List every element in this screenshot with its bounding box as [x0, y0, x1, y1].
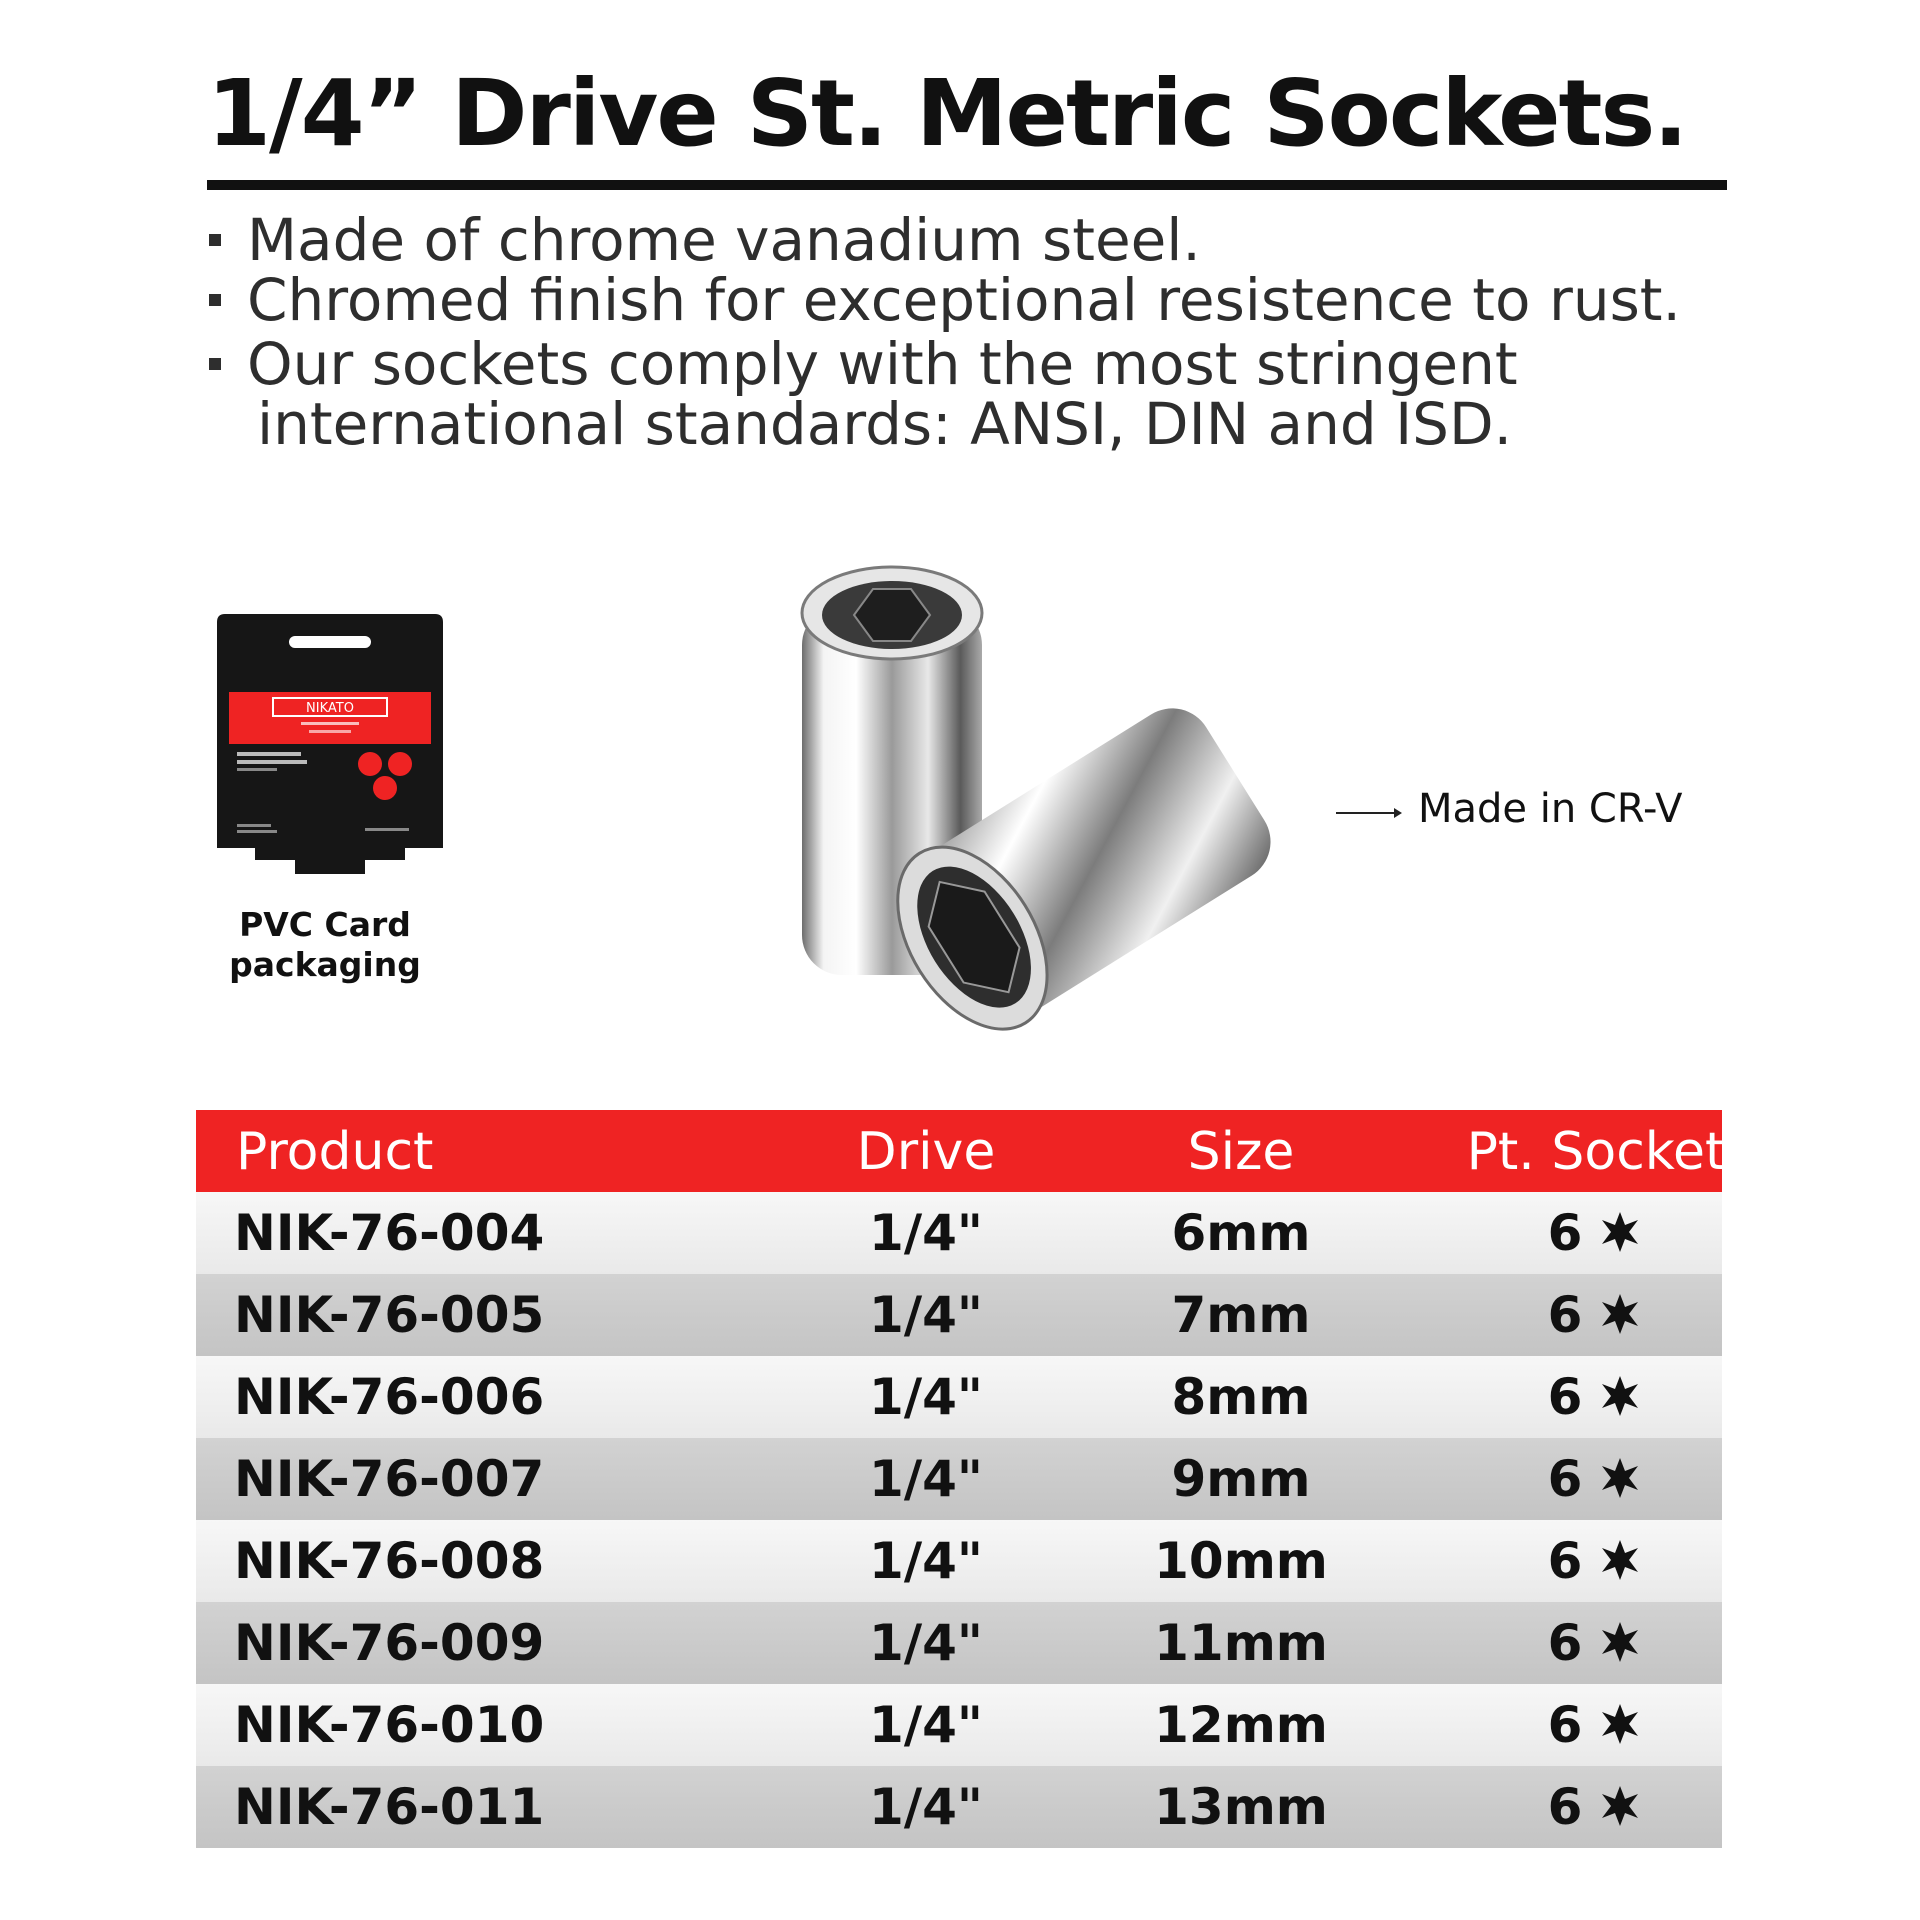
drive-cell: 1/4"	[869, 1286, 983, 1344]
header-size: Size	[1187, 1122, 1295, 1182]
pt-socket-value: 6	[1547, 1450, 1583, 1508]
pt-socket-value: 6	[1547, 1532, 1583, 1590]
pt-socket-value: 6	[1547, 1778, 1583, 1836]
table-body	[196, 1192, 1722, 1848]
product-cell: NIK-76-006	[234, 1368, 545, 1426]
size-cell: 12mm	[1154, 1696, 1328, 1754]
callout-line	[1336, 812, 1398, 814]
socket-product-image	[780, 565, 1340, 1055]
drive-cell: 1/4"	[869, 1614, 983, 1672]
six-point-star-icon	[1596, 1454, 1644, 1502]
callout-text: Made in CR-V	[1418, 786, 1683, 832]
bullet-icon	[209, 234, 221, 246]
six-point-star-icon	[1596, 1700, 1644, 1748]
pt-socket-value: 6	[1547, 1368, 1583, 1426]
arrow-right-icon	[1394, 808, 1402, 818]
pt-socket-cell	[1446, 1532, 1746, 1590]
size-cell: 6mm	[1171, 1204, 1311, 1262]
size-cell: 13mm	[1154, 1778, 1328, 1836]
feature-list	[207, 206, 1767, 458]
product-cell: NIK-76-009	[234, 1614, 545, 1672]
table-row	[196, 1274, 1722, 1356]
table-row	[196, 1192, 1722, 1274]
six-point-star-icon	[1596, 1372, 1644, 1420]
package-brand: NIKATO	[306, 701, 354, 716]
header-drive: Drive	[856, 1122, 996, 1182]
drive-cell: 1/4"	[869, 1204, 983, 1262]
product-cell: NIK-76-005	[234, 1286, 545, 1344]
drive-cell: 1/4"	[869, 1778, 983, 1836]
six-point-star-icon	[1596, 1290, 1644, 1338]
bullet-icon	[209, 358, 221, 370]
page-title: 1/4” Drive St. Metric Sockets.	[207, 60, 1687, 167]
pvc-card-label	[200, 905, 450, 985]
size-cell: 7mm	[1171, 1286, 1311, 1344]
header-product: Product	[236, 1122, 434, 1182]
drive-cell: 1/4"	[869, 1696, 983, 1754]
product-cell: NIK-76-008	[234, 1532, 545, 1590]
table-row	[196, 1602, 1722, 1684]
table-row	[196, 1766, 1722, 1848]
size-cell: 9mm	[1171, 1450, 1311, 1508]
size-cell: 11mm	[1154, 1614, 1328, 1672]
pt-socket-cell	[1446, 1368, 1746, 1426]
pt-socket-cell	[1446, 1614, 1746, 1672]
header-pt-socket: Pt. Socket	[1466, 1122, 1726, 1182]
six-point-star-icon	[1596, 1536, 1644, 1584]
feature-item	[207, 330, 1767, 458]
size-cell: 10mm	[1154, 1532, 1328, 1590]
feature-text: Our sockets comply with the most stringent	[247, 330, 1518, 398]
table-row	[196, 1684, 1722, 1766]
pvc-card-package-image	[215, 612, 445, 897]
pt-socket-cell	[1446, 1286, 1746, 1344]
bullet-icon	[209, 294, 221, 306]
feature-text: international standards: ANSI, DIN and ISD.	[257, 390, 1513, 458]
drive-cell: 1/4"	[869, 1368, 983, 1426]
pvc-label-line: packaging	[229, 945, 421, 984]
pt-socket-value: 6	[1547, 1204, 1583, 1262]
pt-socket-value: 6	[1547, 1614, 1583, 1672]
table-header	[196, 1110, 1726, 1192]
size-cell: 8mm	[1171, 1368, 1311, 1426]
product-cell: NIK-76-011	[234, 1778, 545, 1836]
drive-cell: 1/4"	[869, 1450, 983, 1508]
table-row	[196, 1438, 1722, 1520]
pt-socket-cell	[1446, 1778, 1746, 1836]
table-row	[196, 1520, 1722, 1602]
pt-socket-value: 6	[1547, 1286, 1583, 1344]
feature-item	[207, 266, 1767, 334]
pt-socket-cell	[1446, 1450, 1746, 1508]
product-cell: NIK-76-010	[234, 1696, 545, 1754]
product-cell: NIK-76-007	[234, 1450, 545, 1508]
table-row	[196, 1356, 1722, 1438]
title-underline	[207, 180, 1727, 190]
pt-socket-cell	[1446, 1696, 1746, 1754]
feature-text: Chromed finish for exceptional resistence to rust.	[247, 266, 1681, 334]
six-point-star-icon	[1596, 1782, 1644, 1830]
feature-item	[207, 206, 1767, 274]
pt-socket-value: 6	[1547, 1696, 1583, 1754]
drive-cell: 1/4"	[869, 1532, 983, 1590]
feature-text: Made of chrome vanadium steel.	[247, 206, 1201, 274]
product-table	[196, 1110, 1726, 1848]
six-point-star-icon	[1596, 1618, 1644, 1666]
pt-socket-cell	[1446, 1204, 1746, 1262]
pvc-label-line: PVC Card	[239, 905, 411, 944]
product-cell: NIK-76-004	[234, 1204, 545, 1262]
six-point-star-icon	[1596, 1208, 1644, 1256]
